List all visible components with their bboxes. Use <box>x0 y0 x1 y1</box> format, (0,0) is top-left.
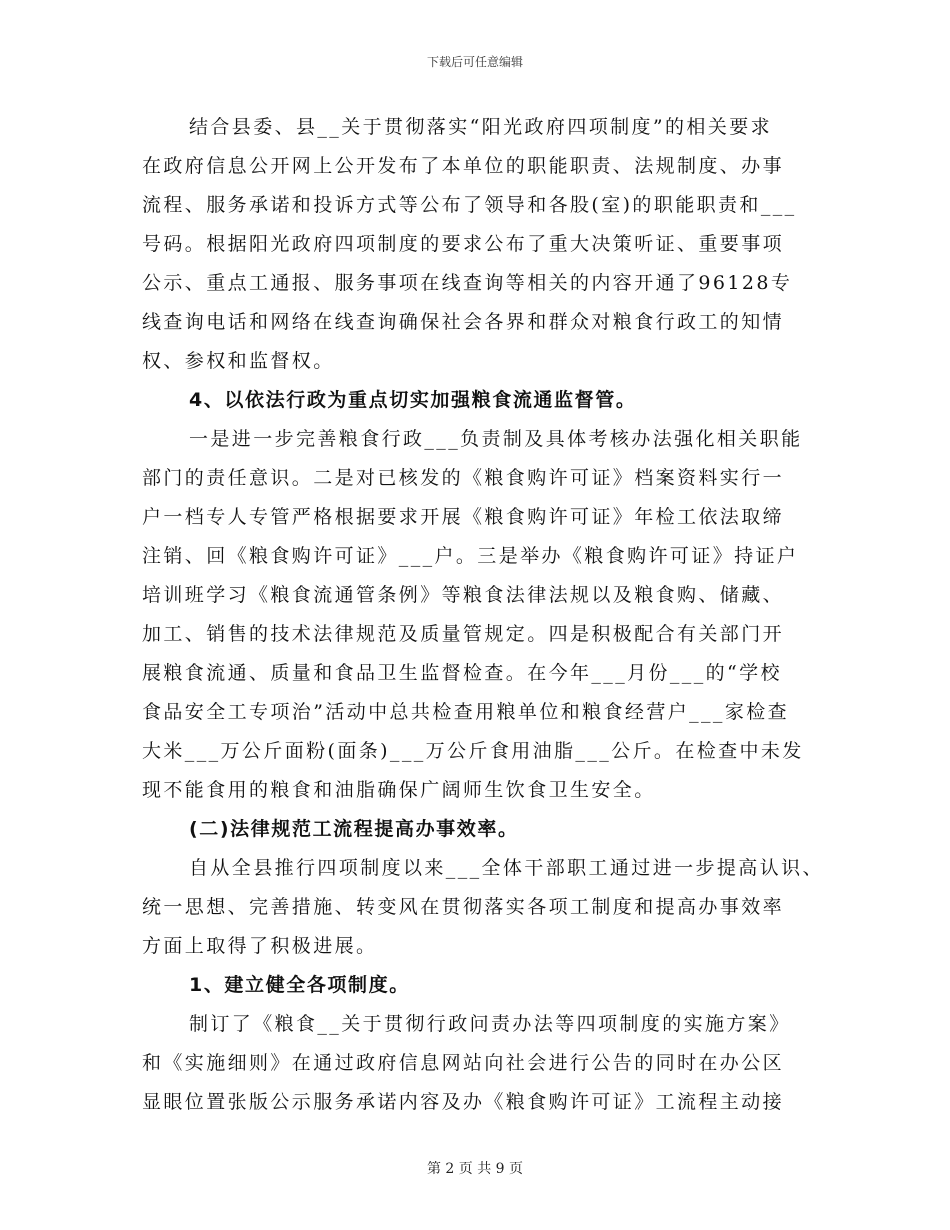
paragraph-line: 培训班学习《粮食流通管条例》等粮食法律法规以及粮食购、储藏、 <box>142 584 785 606</box>
paragraph-line: 和《实施细则》在通过政府信息网站向社会进行公告的同时在办公区 <box>142 1052 785 1074</box>
paragraph-line: 一是进一步完善粮食行政___负责制及具体考核办法强化相关职能 <box>189 428 803 450</box>
paragraph-line: 部门的责任意识。二是对已核发的《粮食购许可证》档案资料实行一 <box>142 467 785 489</box>
paragraph-line: 制订了《粮食__关于贯彻行政问责办法等四项制度的实施方案》 <box>189 1013 791 1035</box>
paragraph-line: 公示、重点工通报、服务事项在线查询等相关的内容开通了96128专 <box>142 272 793 294</box>
document-body <box>142 108 842 1122</box>
paragraph-line: 现不能食用的粮食和油脂确保广阔师生饮食卫生安全。 <box>142 779 656 801</box>
paragraph-line: 方面上取得了积极进展。 <box>142 935 378 957</box>
paragraph-line: 展粮食流通、质量和食品卫生监督检查。在今年___月份___的“学校 <box>142 662 782 684</box>
paragraph-line: 统一思想、完善措施、转变风在贯彻落实各项工制度和提高办事效率 <box>142 896 785 918</box>
paragraph-line: 线查询电话和网络在线查询确保社会各界和群众对粮食行政工的知情 <box>142 311 785 333</box>
section-heading: (二)法律规范工流程提高办事效率。 <box>189 818 519 840</box>
paragraph-line: 流程、服务承诺和投诉方式等公布了领导和各股(室)的职能职责和___ <box>142 194 797 216</box>
paragraph-line: 结合县委、县__关于贯彻落实“阳光政府四项制度”的相关要求 <box>189 116 773 138</box>
paragraph-line: 号码。根据阳光政府四项制度的要求公布了重大决策听证、重要事项 <box>142 233 785 255</box>
paragraph-line: 在政府信息公开网上公开发布了本单位的职能职责、法规制度、办事 <box>142 155 785 177</box>
paragraph-line: 加工、销售的技术法律规范及质量管规定。四是积极配合有关部门开 <box>142 623 785 645</box>
paragraph-line: 户一档专人专管严格根据要求开展《粮食购许可证》年检工依法取缔 <box>142 506 785 528</box>
page-footer: 第 2 页 共 9 页 <box>426 1161 524 1177</box>
paragraph-line: 权、参权和监督权。 <box>142 350 335 372</box>
paragraph-line: 自从全县推行四项制度以来___全体干部职工通过进一步提高认识、 <box>189 857 824 879</box>
section-heading: 1、建立健全各项制度。 <box>189 974 410 996</box>
paragraph-line: 显眼位置张版公示服务承诺内容及办《粮食购许可证》工流程主动接 <box>142 1091 785 1113</box>
page-header: 下载后可任意编辑 <box>426 55 523 69</box>
paragraph-line: 注销、回《粮食购许可证》___户。三是举办《粮食购许可证》持证户 <box>142 545 799 567</box>
paragraph-line: 大米___万公斤面粉(面条)___万公斤食用油脂___公斤。在检查中未发 <box>142 740 804 762</box>
paragraph-line: 食品安全工专项治”活动中总共检查用粮单位和粮食经营户___家检查 <box>142 701 790 723</box>
section-heading: 4、以依法行政为重点切实加强粮食流通监督管。 <box>189 389 637 411</box>
